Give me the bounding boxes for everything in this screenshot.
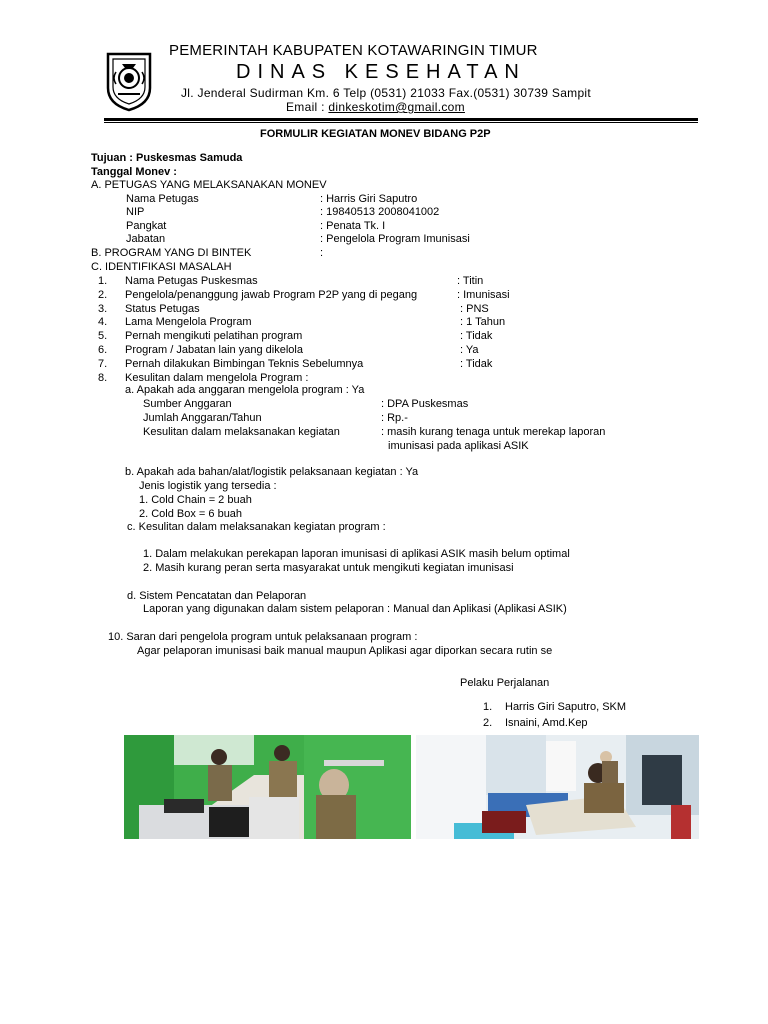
- sub-a-value: : DPA Puskesmas: [381, 398, 469, 410]
- header-rule-thick: [104, 118, 698, 121]
- section-a-value: [320, 220, 385, 233]
- row-value: : 19840513 2008041002: [320, 206, 440, 218]
- header-email: [286, 100, 465, 114]
- row-value: : Pengelola Program Imunisasi: [320, 233, 470, 245]
- section-a-row: [126, 193, 199, 206]
- sub-d-text: Laporan yang digunakan dalam sistem pelaporan : Manual dan Aplikasi (Aplikasi ASIK): [143, 603, 567, 615]
- sub-a-continuation: imunisasi pada aplikasi ASIK: [388, 440, 529, 452]
- header-address: Jl. Jenderal Sudirman Km. 6 Telp (0531) 21033 Fax.(0531) 30739 Sampit: [181, 86, 592, 100]
- sub-a-label: Jumlah Anggaran/Tahun: [143, 412, 262, 424]
- list-item-num: 8.: [98, 372, 108, 384]
- pelaku-num: 2.: [483, 717, 493, 729]
- tanggal-monev: Tanggal Monev :: [91, 166, 177, 178]
- list-item-num: 2.: [98, 289, 108, 301]
- list-item-value: : Imunisasi: [457, 289, 510, 301]
- item10-question: 10. Saran dari pengelola program untuk pelaksanaan program :: [108, 631, 418, 643]
- sub-a-question: a. Apakah ada anggaran mengelola program : Ya: [125, 384, 365, 396]
- list-item-value: : PNS: [460, 303, 489, 315]
- list-item-value: : Tidak: [460, 358, 493, 370]
- list-item-value: : Ya: [460, 344, 479, 356]
- list-item-label: Program / Jabatan lain yang dikelola: [125, 344, 303, 356]
- list-item-num: 7.: [98, 358, 108, 370]
- pelaku-name: Isnaini, Amd.Kep: [505, 717, 588, 729]
- sub-a-value: : Rp.-: [381, 412, 408, 424]
- form-title: FORMULIR KEGIATAN MONEV BIDANG P2P: [260, 128, 491, 140]
- section-b-title: B. PROGRAM YANG DI BINTEK: [91, 247, 252, 259]
- pelaku-num: 1.: [483, 701, 493, 713]
- list-item-num: 1.: [98, 275, 108, 287]
- section-a-title: A. PETUGAS YANG MELAKSANAKAN MONEV: [91, 179, 327, 191]
- tujuan: Tujuan : Puskesmas Samuda: [91, 152, 243, 164]
- row-label: Nama Petugas: [126, 193, 199, 205]
- pelaku-title: Pelaku Perjalanan: [460, 677, 550, 689]
- item10-text: Agar pelaporan imunisasi baik manual maupun Aplikasi agar diporkan secara rutin se: [137, 645, 553, 657]
- sub-c-item: 2. Masih kurang peran serta masyarakat untuk mengikuti kegiatan imunisasi: [143, 562, 514, 574]
- section-a-value: [320, 193, 417, 206]
- section-a-value: [320, 206, 439, 219]
- row-value: : Harris Giri Saputro: [320, 193, 418, 205]
- list-item-num: 5.: [98, 330, 108, 342]
- row-label: Jabatan: [126, 233, 166, 245]
- sub-d-question: d. Sistem Pencatatan dan Pelaporan: [127, 590, 307, 602]
- section-a-row: [126, 233, 165, 246]
- sub-b-item: 2. Cold Box = 6 buah: [139, 508, 243, 520]
- list-item-label: Pernah mengikuti pelatihan program: [125, 330, 303, 342]
- sub-b-jenis: Jenis logistik yang tersedia :: [139, 480, 277, 492]
- section-c-title: C. IDENTIFIKASI MASALAH: [91, 261, 232, 273]
- section-a-row: [126, 206, 144, 219]
- list-item-value: : Titin: [457, 275, 484, 287]
- sub-b-item: 1. Cold Chain = 2 buah: [139, 494, 252, 506]
- pelaku-name: Harris Giri Saputro, SKM: [505, 701, 627, 713]
- sub-a-value: : masih kurang tenaga untuk merekap laporan: [381, 426, 606, 438]
- list-item-label: Pernah dilakukan Bimbingan Teknis Sebelumnya: [125, 358, 364, 370]
- sub-a-label: Sumber Anggaran: [143, 398, 232, 410]
- list-item-label: Status Petugas: [125, 303, 200, 315]
- list-item-value: : 1 Tahun: [460, 316, 506, 328]
- list-item-label: Pengelola/penanggung jawab Program P2P yang di pegang: [125, 289, 418, 301]
- photo-meeting-corridor: [124, 735, 411, 839]
- section-a-row: [126, 220, 166, 233]
- sub-b-question: b. Apakah ada bahan/alat/logistik pelaksanaan kegiatan : Ya: [125, 466, 419, 478]
- photo-immunization-room: [416, 735, 699, 839]
- row-value: : Penata Tk. I: [320, 220, 386, 232]
- list-item-label: Kesulitan dalam mengelola Program :: [125, 372, 309, 384]
- list-item-value: : Tidak: [460, 330, 493, 342]
- section-b-value: :: [320, 247, 324, 259]
- row-label: NIP: [126, 206, 145, 218]
- header-agency: PEMERINTAH KABUPATEN KOTAWARINGIN TIMUR: [169, 42, 538, 59]
- government-logo: [104, 48, 154, 112]
- list-item-num: 3.: [98, 303, 108, 315]
- section-a-value: [320, 233, 470, 246]
- row-label: Pangkat: [126, 220, 167, 232]
- email-label: Email :: [286, 100, 329, 114]
- list-item-label: Lama Mengelola Program: [125, 316, 252, 328]
- list-item-num: 6.: [98, 344, 108, 356]
- sub-a-label: Kesulitan dalam melaksanakan kegiatan: [143, 426, 340, 438]
- sub-c-item: 1. Dalam melakukan perekapan laporan imunisasi di aplikasi ASIK masih belum optimal: [143, 548, 570, 560]
- email-link[interactable]: dinkeskotim@gmail.com: [328, 100, 465, 114]
- list-item-label: Nama Petugas Puskesmas: [125, 275, 258, 287]
- sub-c-question: c. Kesulitan dalam melaksanakan kegiatan program :: [127, 521, 386, 533]
- header-rule-thin: [104, 122, 698, 123]
- list-item-num: 4.: [98, 316, 108, 328]
- header-department: DINAS KESEHATAN: [236, 61, 526, 83]
